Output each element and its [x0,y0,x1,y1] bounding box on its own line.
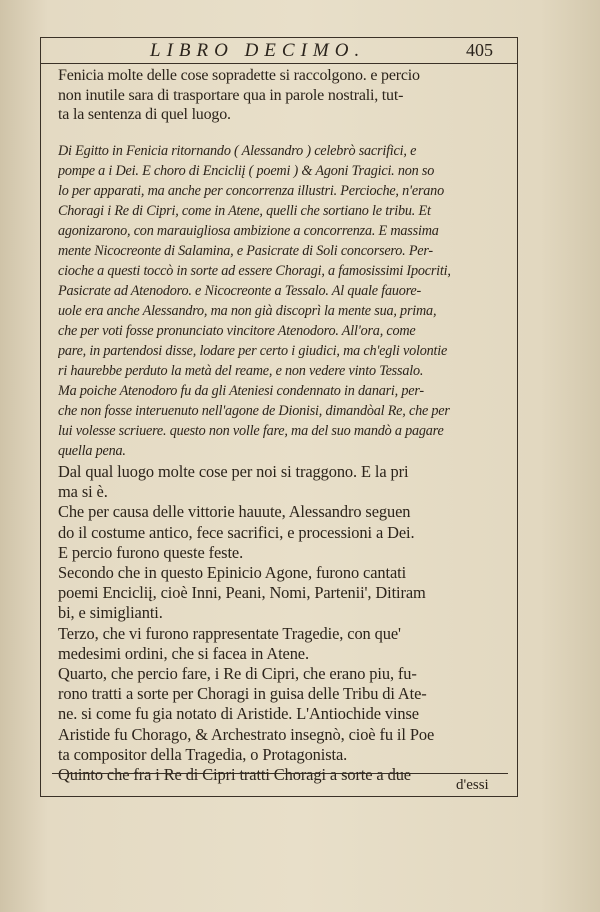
body-line: medesimi ordini, che si facea in Atene. [58,643,309,663]
body-line: bi, e simiglianti. [58,603,163,623]
body-line: Dal qual luogo molte cose per noi si traggono. E la pri [58,462,409,481]
body-line: ta compositor della Tragedia, o Protagonista. [58,744,348,764]
quote-line: uole era anche Alessandro, ma non già discoprì la mente sua, prima, [58,303,437,319]
frame-right-rule [517,37,518,797]
catchword: d'essi [456,777,489,793]
intro-paragraph [58,66,514,125]
quote-line: lo per apparati, ma anche per concorrenza illustri. Percioche, n'erano [58,183,444,199]
body-line: Terzo, che vi furono rappresentate Tragedie, con que' [58,623,401,643]
quote-line: Di Egitto in Fenicia ritornando ( Alessandro ) celebrò sacrifici, e [58,143,417,159]
frame-bottom-rule [40,796,518,797]
quote-line: cioche a questi toccò in sorte ad essere Choragi, a famosissimi Ipocriti, [58,263,451,279]
header-rule [40,63,518,64]
body-line: ma si è. [58,482,108,502]
body-line: ne. si come fu gia notato di Aristide. L'Antiochide vinse [58,704,419,724]
body-line: rono tratti a sorte per Choragi in guisa delle Tribu di Ate- [58,684,427,704]
quote-line: che per voti fosse pronunciato vincitore Atenodoro. All'ora, come [58,323,416,339]
body-line: E percio furono queste feste. [58,542,244,562]
quoted-passage [58,141,514,461]
text-bottom-rule [52,773,508,774]
frame-top-rule [40,37,518,38]
quote-line: pare, in partendosi disse, lodare per certo i giudici, ma ch'egli volontie [58,343,448,359]
body-line: Che per causa delle vittorie hauute, Alessandro seguen [58,502,411,522]
quote-line: mente Nicocreonte di Salamina, e Pasicrate di Soli concorsero. Per- [58,243,433,259]
body-line: Secondo che in questo Epinicio Agone, furono cantati [58,563,407,583]
body-line: do il costume antico, fece sacrifici, e processioni a Dei. [58,522,415,542]
quote-line: lui volesse scriuere. questo non volle fare, ma del suo mandò a pagare [58,423,444,439]
intro-line: non inutile sara di trasportare qua in parole nostrali, tut- [58,86,404,104]
quote-line: agonizarono, con marauigliosa ambizione a concorrenza. E massima [58,223,439,239]
body-line: Aristide fu Chorago, & Archestrato insegnò, cioè fu il Poe [58,724,435,744]
quote-line: Choragi i Re di Cipri, come in Atene, quelli che sortiano le tribu. Et [58,203,431,219]
intro-line: ta la sentenza di quel luogo. [58,106,231,123]
quote-line: che non fosse interuenuto nell'agone de Dionisi, dimandòal Re, che per [58,403,450,419]
commentary-paragraph [58,462,514,785]
quote-line: ri haurebbe perduto la metà del reame, e non vedere vinto Tessalo. [58,363,424,379]
quote-line: quella pena. [58,443,126,459]
quote-line: pompe a i Dei. E choro di Encicliį ( poemi ) & Agoni Tragici. non so [58,163,435,179]
body-line: Quarto, che percio fare, i Re di Cipri, che erano piu, fu- [58,664,417,684]
body-line: Quinto che fra i Re di Cipri tratti Choragi a sorte a due [58,765,411,785]
intro-line: Fenicia molte delle cose sopradette si raccolgono. e percio [58,67,420,84]
quote-line: Pasicrate ad Atenodoro. e Nicocreonte a Tessalo. Al quale fauore- [58,283,422,299]
body-line: poemi Encicliį, cioè Inni, Peani, Nomi, Partenii', Ditiram [58,583,426,603]
frame-left-rule [40,37,41,797]
quote-line: Ma poiche Atenodoro fu da gli Ateniesi condennato in danari, per- [58,383,424,399]
running-title: LIBRO DECIMO. [150,40,366,61]
page-number: 405 [466,40,493,60]
